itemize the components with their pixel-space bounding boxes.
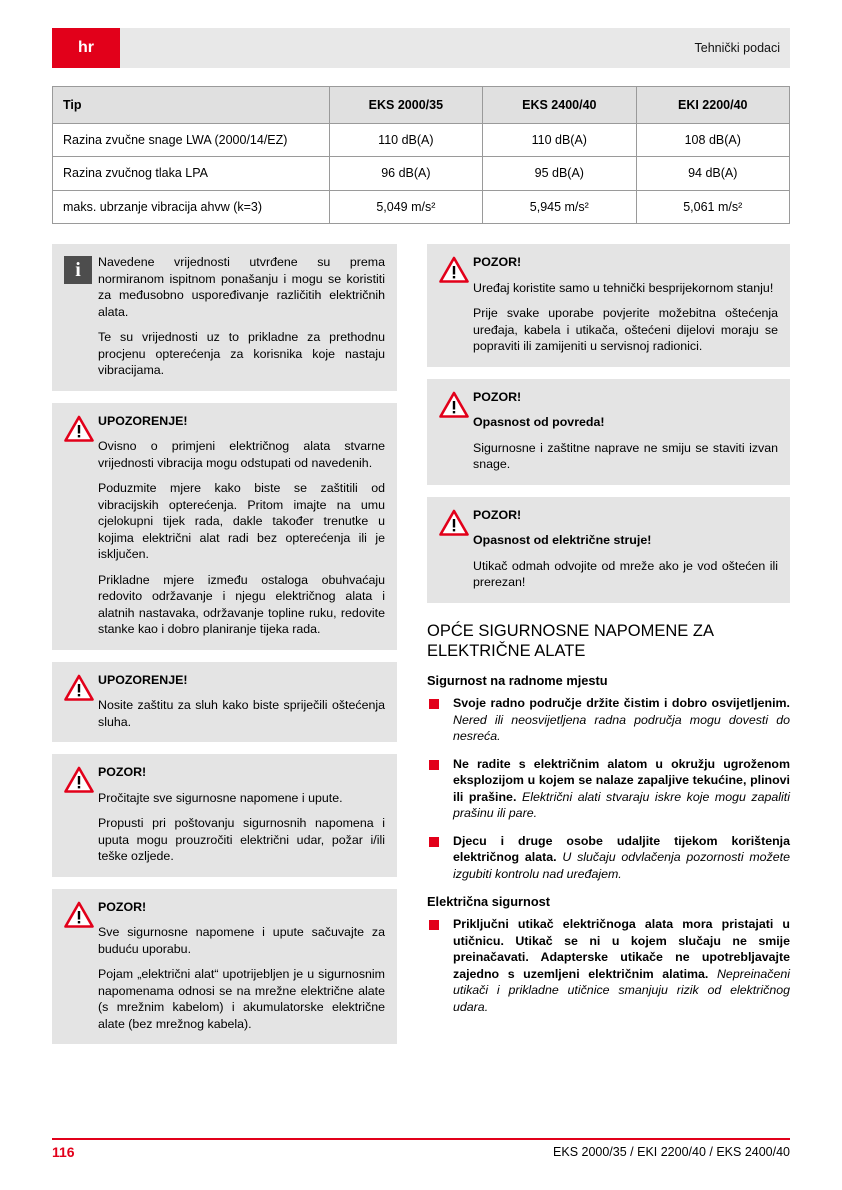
bullet-square-icon bbox=[429, 699, 439, 709]
warning-triangle-icon bbox=[439, 391, 469, 418]
note-icon-wrap bbox=[64, 672, 98, 701]
note-title: POZOR! bbox=[98, 899, 147, 914]
note-paragraph: Utikač odmah odvojite od mreže ako je vod oštećen ili prerezan! bbox=[473, 558, 778, 589]
note-body bbox=[473, 389, 778, 473]
note-paragraph: Uređaj koristite samo u tehnički besprijekornom stanju! bbox=[473, 280, 774, 295]
warning-note-box bbox=[52, 403, 397, 650]
note-icon-wrap bbox=[439, 254, 473, 283]
warning-triangle-icon bbox=[439, 256, 469, 283]
note-body bbox=[473, 507, 778, 591]
table-header-row bbox=[53, 87, 790, 124]
list-item-italic: Električni alati stvaraju iskre koje mogu zapaliti prašinu ili pare. bbox=[453, 789, 790, 821]
warning-triangle-icon bbox=[64, 766, 94, 793]
table-cell-value: 108 dB(A) bbox=[636, 124, 789, 157]
list-item-bold: Ne radite s električnim alatom u okružju ugroženom eksplozijom u kojem se nalaze zapaljive tekućine, plinovi ili prašine. bbox=[453, 756, 790, 804]
table-header-eks2000: EKS 2000/35 bbox=[329, 87, 482, 124]
table-cell-value: 110 dB(A) bbox=[483, 124, 636, 157]
table-cell-label: maks. ubrzanje vibracija ahvw (k=3) bbox=[53, 190, 330, 223]
note-icon-wrap bbox=[64, 764, 98, 793]
note-paragraph: Ovisno o primjeni električnog alata stvarne vrijednosti vibracija mogu odstupati od navedenih. bbox=[98, 439, 385, 470]
right-column bbox=[427, 244, 790, 1026]
note-icon-wrap bbox=[439, 389, 473, 418]
note-icon-wrap bbox=[64, 899, 98, 928]
list-item bbox=[427, 695, 790, 745]
list-item bbox=[427, 916, 790, 1015]
note-title: UPOZORENJE! bbox=[98, 413, 188, 428]
note-paragraph: Sve sigurnosne napomene i upute sačuvajte za buduću uporabu. bbox=[98, 925, 385, 956]
bullet-square-icon bbox=[429, 760, 439, 770]
footer-divider bbox=[52, 1138, 790, 1140]
warning-note-box bbox=[427, 244, 790, 367]
note-icon-wrap bbox=[64, 254, 98, 284]
bullet-square-icon bbox=[429, 920, 439, 930]
warning-triangle-icon bbox=[64, 901, 94, 928]
note-body bbox=[98, 413, 385, 638]
language-tab: hr bbox=[52, 28, 120, 68]
note-paragraph: Pročitajte sve sigurnosne napomene i upute. bbox=[98, 790, 343, 805]
note-paragraph: Navedene vrijednosti utvrđene su prema normiranom ispitnom ponašanju i mogu se koristiti za međusobno uspoređivanje različitih električnih alata. bbox=[98, 255, 385, 319]
note-paragraph: Propusti pri poštovanju sigurnosnih napomena i uputa mogu prouzročiti električni udar, požar i/ili teške ozljede. bbox=[98, 816, 385, 863]
safety-bullet-list bbox=[427, 916, 790, 1015]
header-title: Tehnički podaci bbox=[694, 41, 780, 55]
table-cell-label: Razina zvučne snage LWA (2000/14/EZ) bbox=[53, 124, 330, 157]
table-cell-value: 96 dB(A) bbox=[329, 157, 482, 190]
table-header-eki2200: EKI 2200/40 bbox=[636, 87, 789, 124]
note-paragraph: Poduzmite mjere kako biste se zaštitili od vibracijskih opterećenja. Pritom imajte na umu cjelokupni tijek rada, dakle također trenutke u kojima električni alat radi bez opterećenja ili je isključen. bbox=[98, 481, 385, 561]
table-cell-value: 5,061 m/s² bbox=[636, 190, 789, 223]
table-cell-value: 5,049 m/s² bbox=[329, 190, 482, 223]
page-footer bbox=[52, 1144, 790, 1160]
note-body bbox=[473, 254, 778, 355]
note-title: POZOR! bbox=[98, 765, 147, 779]
list-item-bold: Priključni utikač električnoga alata mora pristajati u utičnicu. Utikač se ni u kojem slučaju ne smije preinačavati. Adapterske utikače ne upotrebljavajte zajedno s uzemljeni električnim alatima. bbox=[453, 917, 790, 981]
note-title: POZOR! bbox=[473, 389, 522, 404]
page-number: 116 bbox=[52, 1144, 75, 1160]
table-row bbox=[53, 190, 790, 223]
table-row bbox=[53, 157, 790, 190]
table-cell-value: 94 dB(A) bbox=[636, 157, 789, 190]
note-body bbox=[98, 254, 385, 379]
warning-note-box bbox=[427, 379, 790, 485]
note-title: POZOR! bbox=[473, 507, 522, 522]
table-cell-value: 5,945 m/s² bbox=[483, 190, 636, 223]
list-item bbox=[427, 756, 790, 822]
section-heading: OPĆE SIGURNOSNE NAPOMENE ZA ELEKTRIČNE ALATE bbox=[427, 621, 714, 660]
note-body bbox=[98, 672, 385, 731]
left-column bbox=[52, 244, 397, 1056]
list-item-italic: U slučaju odvlačenja pozornosti možete izgubiti kontrolu nad uređajem. bbox=[453, 850, 790, 881]
list-item-bold: Djecu i druge osobe udaljite tijekom korištenja električnog alata. bbox=[453, 833, 790, 865]
note-subtitle: Opasnost od električne struje! bbox=[473, 533, 652, 547]
bullet-square-icon bbox=[429, 837, 439, 847]
warning-triangle-icon bbox=[439, 509, 469, 536]
note-icon-wrap bbox=[64, 413, 98, 442]
footer-models: EKS 2000/35 / EKI 2200/40 / EKS 2400/40 bbox=[553, 1145, 790, 1159]
list-item bbox=[427, 833, 790, 883]
note-subtitle: Opasnost od povreda! bbox=[473, 415, 605, 429]
table-cell-value: 110 dB(A) bbox=[329, 124, 482, 157]
table-cell-value: 95 dB(A) bbox=[483, 157, 636, 190]
technical-data-table bbox=[52, 86, 790, 224]
list-item-bold: Svoje radno područje držite čistim i dobro osvijetljenim. bbox=[453, 696, 790, 711]
note-paragraph: Prikladne mjere između ostaloga obuhvaćaju redovito održavanje i njegu električnog alata i alatnih nastavaka, održavanje topline ruku, redovite stanke kao i dobro planiranje tijeka rada. bbox=[98, 572, 385, 636]
note-paragraph: Prije svake uporabe povjerite možebitna oštećenja uređaja, kabela i utikača, oštećeni dijelovi moraju se popraviti ili zamijeniti u servisnoj radionici. bbox=[473, 306, 778, 353]
note-paragraph: Nosite zaštitu za sluh kako biste spriječili oštećenja sluha. bbox=[98, 698, 385, 729]
safety-bullet-list bbox=[427, 695, 790, 882]
note-paragraph: Pojam „električni alat“ upotrijebljen je u sigurnosnim napomenama odnosi se na mrežne električne alate (s mrežnim kabelom) i akumulatorske električne alate (bez mrežnog kabela). bbox=[98, 967, 385, 1031]
table-cell-label: Razina zvučnog tlaka LPA bbox=[53, 157, 330, 190]
warning-note-box bbox=[52, 889, 397, 1045]
list-item-italic: Nered ili neosvijetljena radna područja mogu dovesti do nesreća. bbox=[453, 712, 790, 744]
note-paragraph: Sigurnosne i zaštitne naprave ne smiju se staviti izvan snage. bbox=[473, 440, 778, 471]
note-body bbox=[98, 764, 385, 865]
warning-note-box bbox=[52, 754, 397, 877]
info-note-box bbox=[52, 244, 397, 391]
page-header bbox=[52, 28, 790, 68]
note-title: POZOR! bbox=[473, 255, 522, 269]
warning-triangle-icon bbox=[64, 415, 94, 442]
note-body bbox=[98, 899, 385, 1033]
table-header-eks2400: EKS 2400/40 bbox=[483, 87, 636, 124]
warning-note-box bbox=[427, 497, 790, 603]
table-header-type: Tip bbox=[53, 87, 330, 124]
subsection-heading: Električna sigurnost bbox=[427, 894, 551, 910]
list-item-italic: Nepreinačeni utikači i prikladne utičnice smanjuju rizik od električnog udara. bbox=[453, 966, 790, 1014]
info-icon: i bbox=[64, 256, 92, 284]
warning-note-box bbox=[52, 662, 397, 743]
warning-triangle-icon bbox=[64, 674, 94, 701]
subsection-heading: Sigurnost na radnome mjestu bbox=[427, 673, 608, 689]
note-icon-wrap bbox=[439, 507, 473, 536]
note-title: UPOZORENJE! bbox=[98, 672, 188, 687]
note-paragraph: Te su vrijednosti uz to prikladne za prethodnu procjenu opterećenja za korisnika koje nastaju vibracijama. bbox=[98, 330, 385, 377]
table-row bbox=[53, 124, 790, 157]
